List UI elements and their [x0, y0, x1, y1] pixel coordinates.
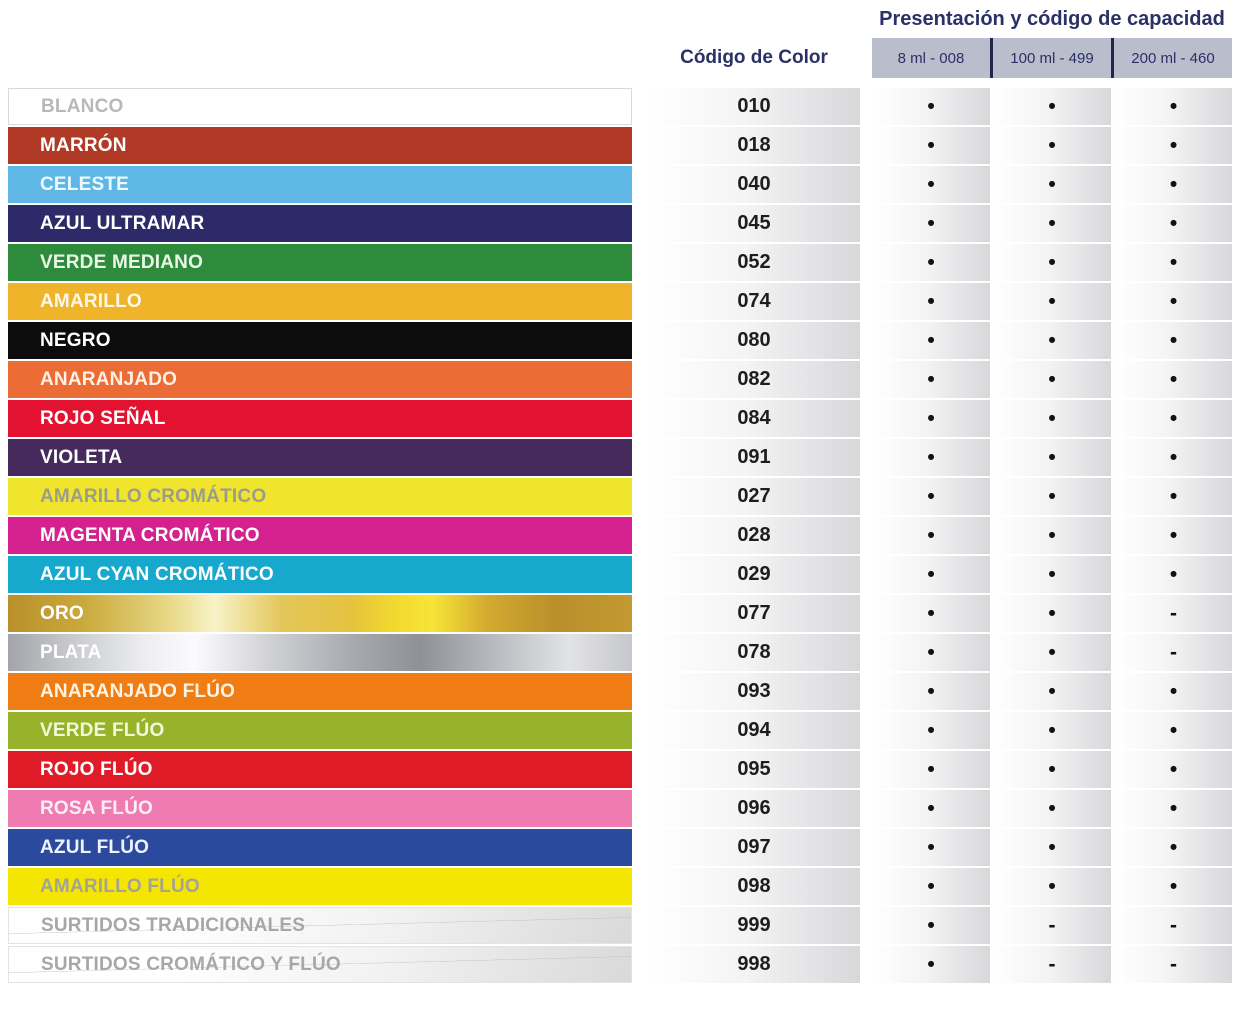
color-name-label: AZUL CYAN CROMÁTICO	[40, 563, 274, 585]
capacity-subheader	[872, 38, 1232, 78]
capacity-100ml-cell: •	[993, 166, 1111, 203]
table-row	[0, 283, 1236, 320]
color-name-label: MAGENTA CROMÁTICO	[40, 524, 260, 546]
table-row	[0, 712, 1236, 749]
capacity-100ml-cell: •	[993, 712, 1111, 749]
color-name-label: AZUL ULTRAMAR	[40, 212, 205, 234]
capacity-200ml-cell: •	[1115, 322, 1232, 359]
table-row	[0, 556, 1236, 593]
capacity-100ml-cell: •	[993, 205, 1111, 242]
capacity-200ml-cell: •	[1115, 712, 1232, 749]
capacity-100ml-cell: •	[993, 400, 1111, 437]
color-name-label: BLANCO	[41, 95, 124, 117]
capacity-100ml-cell: -	[993, 946, 1111, 983]
capacity-100ml-cell: •	[993, 595, 1111, 632]
color-name-label: AMARILLO	[40, 290, 142, 312]
table-row	[0, 517, 1236, 554]
capacity-8ml-cell: •	[872, 244, 990, 281]
color-name-label: CELESTE	[40, 173, 130, 195]
color-code-cell: 027	[648, 478, 860, 515]
color-code-cell: 074	[648, 283, 860, 320]
capacity-100ml-cell: •	[993, 673, 1111, 710]
capacity-200ml-cell: •	[1115, 673, 1232, 710]
color-swatch	[8, 127, 632, 164]
table-row	[0, 868, 1236, 905]
color-name-label: ROJO FLÚO	[40, 758, 153, 780]
table-row	[0, 595, 1236, 632]
color-code-cell: 094	[648, 712, 860, 749]
table-row	[0, 127, 1236, 164]
capacity-200ml-cell: •	[1115, 361, 1232, 398]
capacity-8ml-cell: •	[872, 712, 990, 749]
color-swatch	[8, 205, 632, 242]
color-code-cell: 999	[648, 907, 860, 944]
color-name-label: ROSA FLÚO	[40, 797, 153, 819]
capacity-200ml-cell: -	[1115, 907, 1232, 944]
color-code-cell: 095	[648, 751, 860, 788]
color-code-cell: 040	[648, 166, 860, 203]
capacity-8ml-cell: •	[872, 595, 990, 632]
capacity-100ml-cell: •	[993, 439, 1111, 476]
table-row	[0, 439, 1236, 476]
capacity-100ml-cell: •	[993, 478, 1111, 515]
capacity-100ml-cell: •	[993, 244, 1111, 281]
color-swatch	[8, 517, 632, 554]
capacity-8ml-cell: •	[872, 400, 990, 437]
capacity-100ml-cell: •	[993, 751, 1111, 788]
capacity-8ml-cell: •	[872, 478, 990, 515]
color-name-label: AMARILLO FLÚO	[40, 875, 200, 897]
color-code-cell: 029	[648, 556, 860, 593]
color-swatch	[8, 88, 632, 125]
color-name-label: ROJO SEÑAL	[40, 407, 166, 429]
table-row	[0, 829, 1236, 866]
color-code-cell: 998	[648, 946, 860, 983]
capacity-200ml-cell: -	[1115, 595, 1232, 632]
capacity-100ml-cell: •	[993, 517, 1111, 554]
capacity-100ml-cell: •	[993, 634, 1111, 671]
color-swatch	[8, 400, 632, 437]
color-swatch	[8, 244, 632, 281]
color-name-label: NEGRO	[40, 329, 111, 351]
color-code-cell: 077	[648, 595, 860, 632]
capacity-8ml-cell: •	[872, 361, 990, 398]
color-code-cell: 018	[648, 127, 860, 164]
capacity-column-200ml: 200 ml - 460	[1111, 38, 1232, 78]
color-code-cell: 091	[648, 439, 860, 476]
color-code-cell: 028	[648, 517, 860, 554]
capacity-8ml-cell: •	[872, 946, 990, 983]
capacity-8ml-cell: •	[872, 322, 990, 359]
color-code-cell: 097	[648, 829, 860, 866]
capacity-8ml-cell: •	[872, 790, 990, 827]
color-name-label: MARRÓN	[40, 134, 127, 156]
color-name-label: AMARILLO CROMÁTICO	[40, 485, 267, 507]
color-swatch	[8, 712, 632, 749]
capacity-200ml-cell: •	[1115, 868, 1232, 905]
color-code-cell: 096	[648, 790, 860, 827]
color-code-cell: 093	[648, 673, 860, 710]
color-swatch	[8, 283, 632, 320]
color-name-label: VIOLETA	[40, 446, 123, 468]
color-swatch	[8, 361, 632, 398]
capacity-100ml-cell: •	[993, 790, 1111, 827]
color-code-cell: 084	[648, 400, 860, 437]
color-name-label: ANARANJADO	[40, 368, 178, 390]
capacity-100ml-cell: •	[993, 127, 1111, 164]
table-row	[0, 88, 1236, 125]
color-swatch	[8, 478, 632, 515]
table-row	[0, 322, 1236, 359]
capacity-100ml-cell: •	[993, 868, 1111, 905]
capacity-200ml-cell: •	[1115, 790, 1232, 827]
capacity-header-title: Presentación y código de capacidad	[879, 8, 1225, 30]
capacity-100ml-cell: •	[993, 283, 1111, 320]
capacity-200ml-cell: -	[1115, 946, 1232, 983]
color-swatch	[8, 751, 632, 788]
color-name-label: ANARANJADO FLÚO	[40, 680, 236, 702]
capacity-100ml-cell: •	[993, 88, 1111, 125]
table-row	[0, 244, 1236, 281]
capacity-8ml-cell: •	[872, 88, 990, 125]
capacity-100ml-cell: •	[993, 322, 1111, 359]
capacity-200ml-cell: •	[1115, 400, 1232, 437]
color-swatch	[8, 166, 632, 203]
capacity-200ml-cell: •	[1115, 244, 1232, 281]
color-swatch	[8, 907, 632, 944]
capacity-8ml-cell: •	[872, 127, 990, 164]
capacity-200ml-cell: •	[1115, 829, 1232, 866]
color-swatch	[8, 868, 632, 905]
capacity-8ml-cell: •	[872, 556, 990, 593]
color-name-label: SURTIDOS TRADICIONALES	[41, 914, 306, 936]
capacity-8ml-cell: •	[872, 439, 990, 476]
capacity-200ml-cell: •	[1115, 205, 1232, 242]
capacity-column-100ml: 100 ml - 499	[990, 38, 1111, 78]
capacity-8ml-cell: •	[872, 166, 990, 203]
capacity-100ml-cell: •	[993, 361, 1111, 398]
table-row	[0, 907, 1236, 944]
table-row	[0, 673, 1236, 710]
color-code-cell: 080	[648, 322, 860, 359]
table-row	[0, 634, 1236, 671]
capacity-200ml-cell: •	[1115, 166, 1232, 203]
table-row	[0, 205, 1236, 242]
color-swatch	[8, 790, 632, 827]
color-swatch	[8, 556, 632, 593]
capacity-200ml-cell: •	[1115, 478, 1232, 515]
table-row	[0, 400, 1236, 437]
color-name-label: VERDE FLÚO	[40, 719, 165, 741]
color-code-cell: 052	[648, 244, 860, 281]
color-name-label: PLATA	[40, 641, 102, 663]
capacity-8ml-cell: •	[872, 868, 990, 905]
capacity-8ml-cell: •	[872, 829, 990, 866]
capacity-200ml-cell: •	[1115, 556, 1232, 593]
table-row	[0, 478, 1236, 515]
color-code-header-title: Código de Color	[680, 47, 828, 68]
color-swatch	[8, 439, 632, 476]
table-row	[0, 361, 1236, 398]
color-swatch	[8, 829, 632, 866]
table-row	[0, 751, 1236, 788]
capacity-8ml-cell: •	[872, 205, 990, 242]
color-swatch	[8, 322, 632, 359]
color-name-label: ORO	[40, 602, 84, 624]
capacity-200ml-cell: •	[1115, 517, 1232, 554]
color-code-cell: 045	[648, 205, 860, 242]
capacity-8ml-cell: •	[872, 751, 990, 788]
table-row	[0, 166, 1236, 203]
color-swatch	[8, 946, 632, 983]
color-swatch	[8, 673, 632, 710]
capacity-8ml-cell: •	[872, 634, 990, 671]
capacity-column-8ml: 8 ml - 008	[897, 49, 965, 67]
color-name-label: AZUL FLÚO	[40, 836, 150, 858]
color-code-cell: 078	[648, 634, 860, 671]
color-code-cell: 082	[648, 361, 860, 398]
capacity-8ml-cell: •	[872, 907, 990, 944]
color-code-cell: 098	[648, 868, 860, 905]
capacity-8ml-cell: •	[872, 517, 990, 554]
capacity-200ml-cell: -	[1115, 634, 1232, 671]
capacity-200ml-cell: •	[1115, 751, 1232, 788]
color-code-cell: 010	[648, 88, 860, 125]
table-row	[0, 790, 1236, 827]
capacity-200ml-cell: •	[1115, 439, 1232, 476]
capacity-100ml-cell: •	[993, 556, 1111, 593]
color-swatch	[8, 634, 632, 671]
capacity-8ml-cell: •	[872, 673, 990, 710]
color-name-label: VERDE MEDIANO	[40, 251, 204, 273]
color-swatch	[8, 595, 632, 632]
color-name-label: SURTIDOS CROMÁTICO Y FLÚO	[41, 953, 341, 975]
table-row	[0, 946, 1236, 983]
capacity-200ml-cell: •	[1115, 88, 1232, 125]
capacity-8ml-cell: •	[872, 283, 990, 320]
capacity-100ml-cell: -	[993, 907, 1111, 944]
capacity-100ml-cell: •	[993, 829, 1111, 866]
capacity-200ml-cell: •	[1115, 283, 1232, 320]
capacity-200ml-cell: •	[1115, 127, 1232, 164]
